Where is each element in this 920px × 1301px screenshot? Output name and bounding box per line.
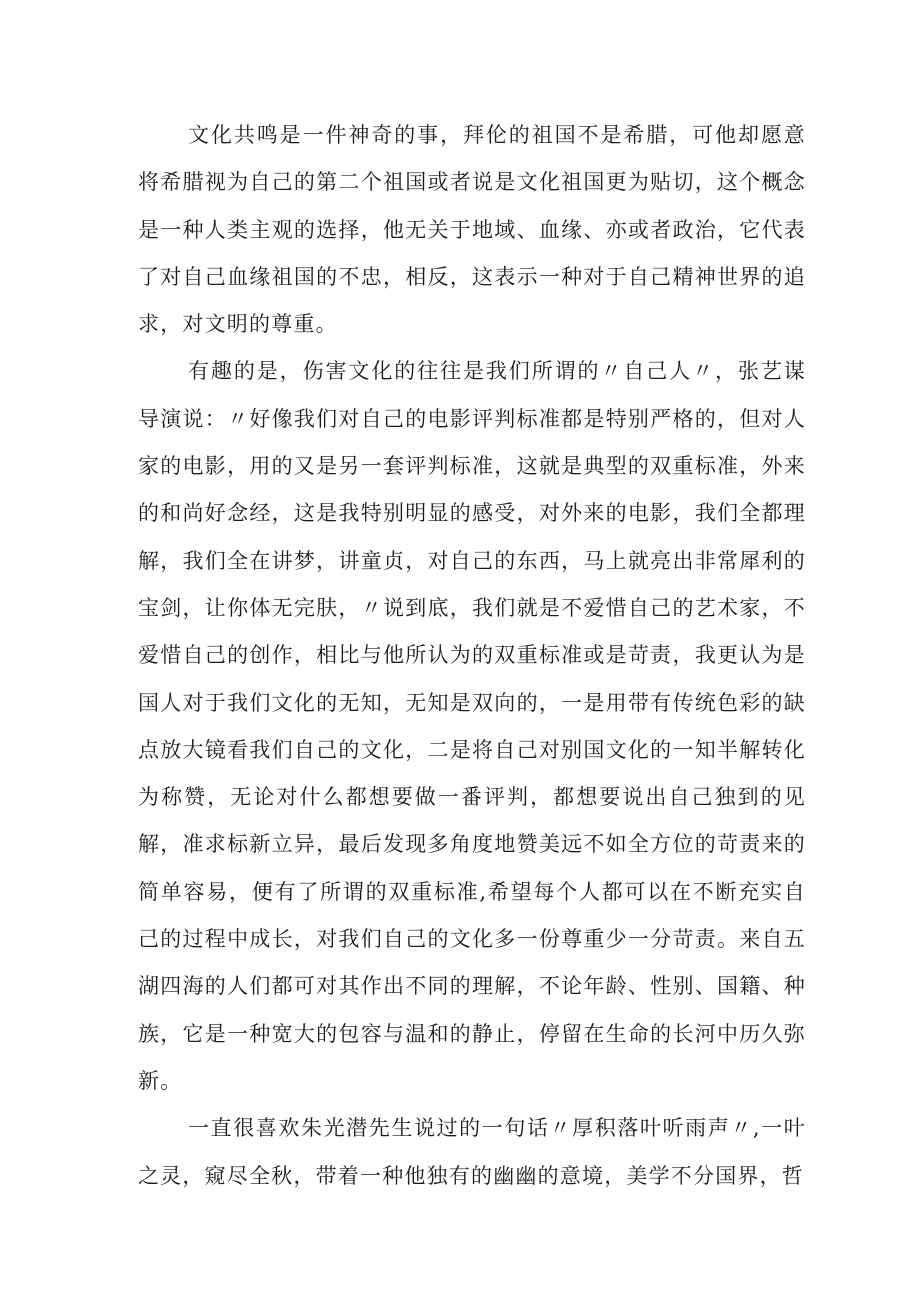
paragraph-cultural-resonance: 文化共鸣是一件神奇的事，拜伦的祖国不是希腊，可他却愿意将希腊视为自己的第二个祖国或者说是文化祖国更为贴切，这个概念是一种人类主观的选择，他无关于地域、血缘、亦或者政治，它代表了对自己血缘祖国的不忠，相反，这表示一种对于自己精神世界的追求，对文明的尊重。	[138, 123, 806, 337]
body-text	[138, 112, 806, 1200]
paragraph-double-standard: 有趣的是，伤害文化的往往是我们所谓的〃自己人〃，张艺谋导演说：〃好像我们对自己的电影评判标准都是特别严格的，但对人家的电影，用的又是另一套评判标准，这就是典型的双重标准，外来的和尚好念经，这是我特别明显的感受，对外来的电影，我们全都理解，我们全在讲梦，讲童贞，对自己的东西，马上就亮出非常犀利的宝剑，让你体无完肤，〃说到底，我们就是不爱惜自己的艺术家，不爱惜自己的创作，相比与他所认为的双重标准或是苛责，我更认为是国人对于我们文化的无知，无知是双向的，一是用带有传统色彩的缺点放大镜看我们自己的文化，二是将自己对别国文化的一知半解转化为称赞，无论对什么都想要做一番评判，都想要说出自己独到的见解，准求标新立异，最后发现多角度地赞美远不如全方位的苛责来的简单容易，便有了所谓的双重标准,希望每个人都可以在不断充实自己的过程中成长，对我们自己的文化多一份尊重少一分苛责。来自五湖四海的人们都可对其作出不同的理解，不论年龄、性别、国籍、种族，它是一种宽大的包容与温和的静止，停留在生命的长河中历久弥新。	[138, 359, 806, 1093]
paragraph-zhu-guangqian-quote: 一直很喜欢朱光潜先生说过的一句话〃厚积落叶听雨声〃,一叶之灵，窥尽全秋，带着一种他独有的幽幽的意境，美学不分国界，哲	[138, 1116, 806, 1188]
